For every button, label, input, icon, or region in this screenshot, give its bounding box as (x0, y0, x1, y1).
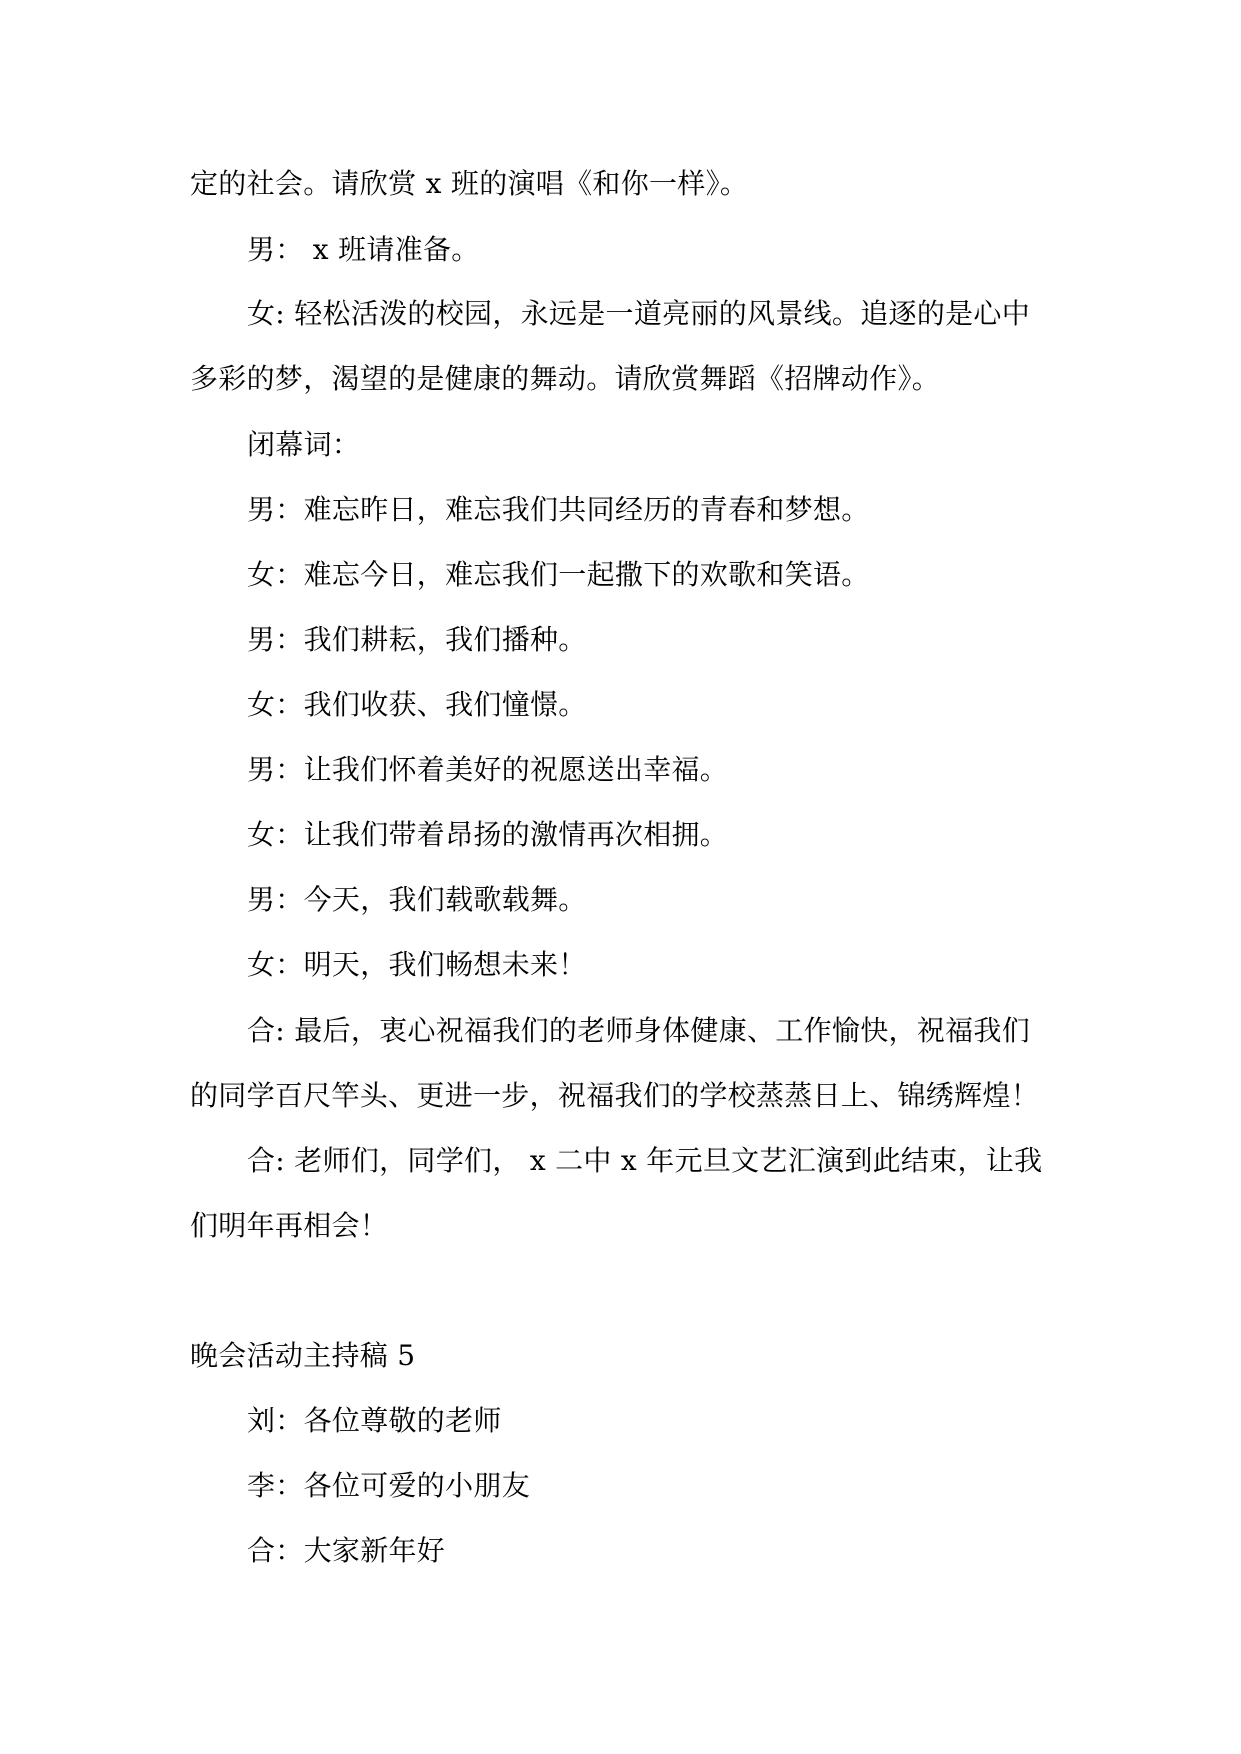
text-line: 李：各位可爱的小朋友 (247, 1469, 531, 1502)
text-line: 女：我们收获、我们憧憬。 (247, 688, 587, 721)
section-title: 晚会活动主持稿 5 (190, 1339, 416, 1372)
text-line: 男：我们耕耘，我们播种。 (247, 623, 587, 656)
text-line: 合: 老师们，同学们， x 二中 x 年元旦文艺汇演到此结束，让我 (247, 1144, 1043, 1177)
text-line: 女: 轻松活泼的校园，永远是一道亮丽的风景线。追逐的是心中 (247, 297, 1031, 330)
section-heading: 闭幕词： (247, 428, 361, 461)
text-line: 男： x 班请准备。 (247, 233, 480, 266)
text-line: 男：难忘昨日，难忘我们共同经历的青春和梦想。 (247, 493, 870, 526)
text-line: 女：明天，我们畅想未来！ (247, 948, 587, 981)
text-line: 合：大家新年好 (247, 1534, 446, 1567)
text-line: 男：今天，我们载歌载舞。 (247, 883, 587, 916)
text-line: 女：难忘今日，难忘我们一起撒下的欢歌和笑语。 (247, 558, 870, 591)
text-line: 的同学百尺竿头、更进一步，祝福我们的学校蒸蒸日上、锦绣辉煌！ (190, 1079, 1040, 1112)
text-line: 多彩的梦，渴望的是健康的舞动。请欣赏舞蹈《招牌动作》。 (190, 362, 941, 395)
text-line: 女：让我们带着昂扬的激情再次相拥。 (247, 818, 729, 851)
text-line: 定的社会。请欣赏 x 班的演唱《和你一样》。 (190, 167, 749, 200)
text-line: 男：让我们怀着美好的祝愿送出幸福。 (247, 753, 729, 786)
text-line: 刘：各位尊敬的老师 (247, 1404, 502, 1437)
text-line: 合: 最后，衷心祝福我们的老师身体健康、工作愉快，祝福我们 (247, 1014, 1031, 1047)
text-line: 们明年再相会！ (190, 1209, 389, 1242)
